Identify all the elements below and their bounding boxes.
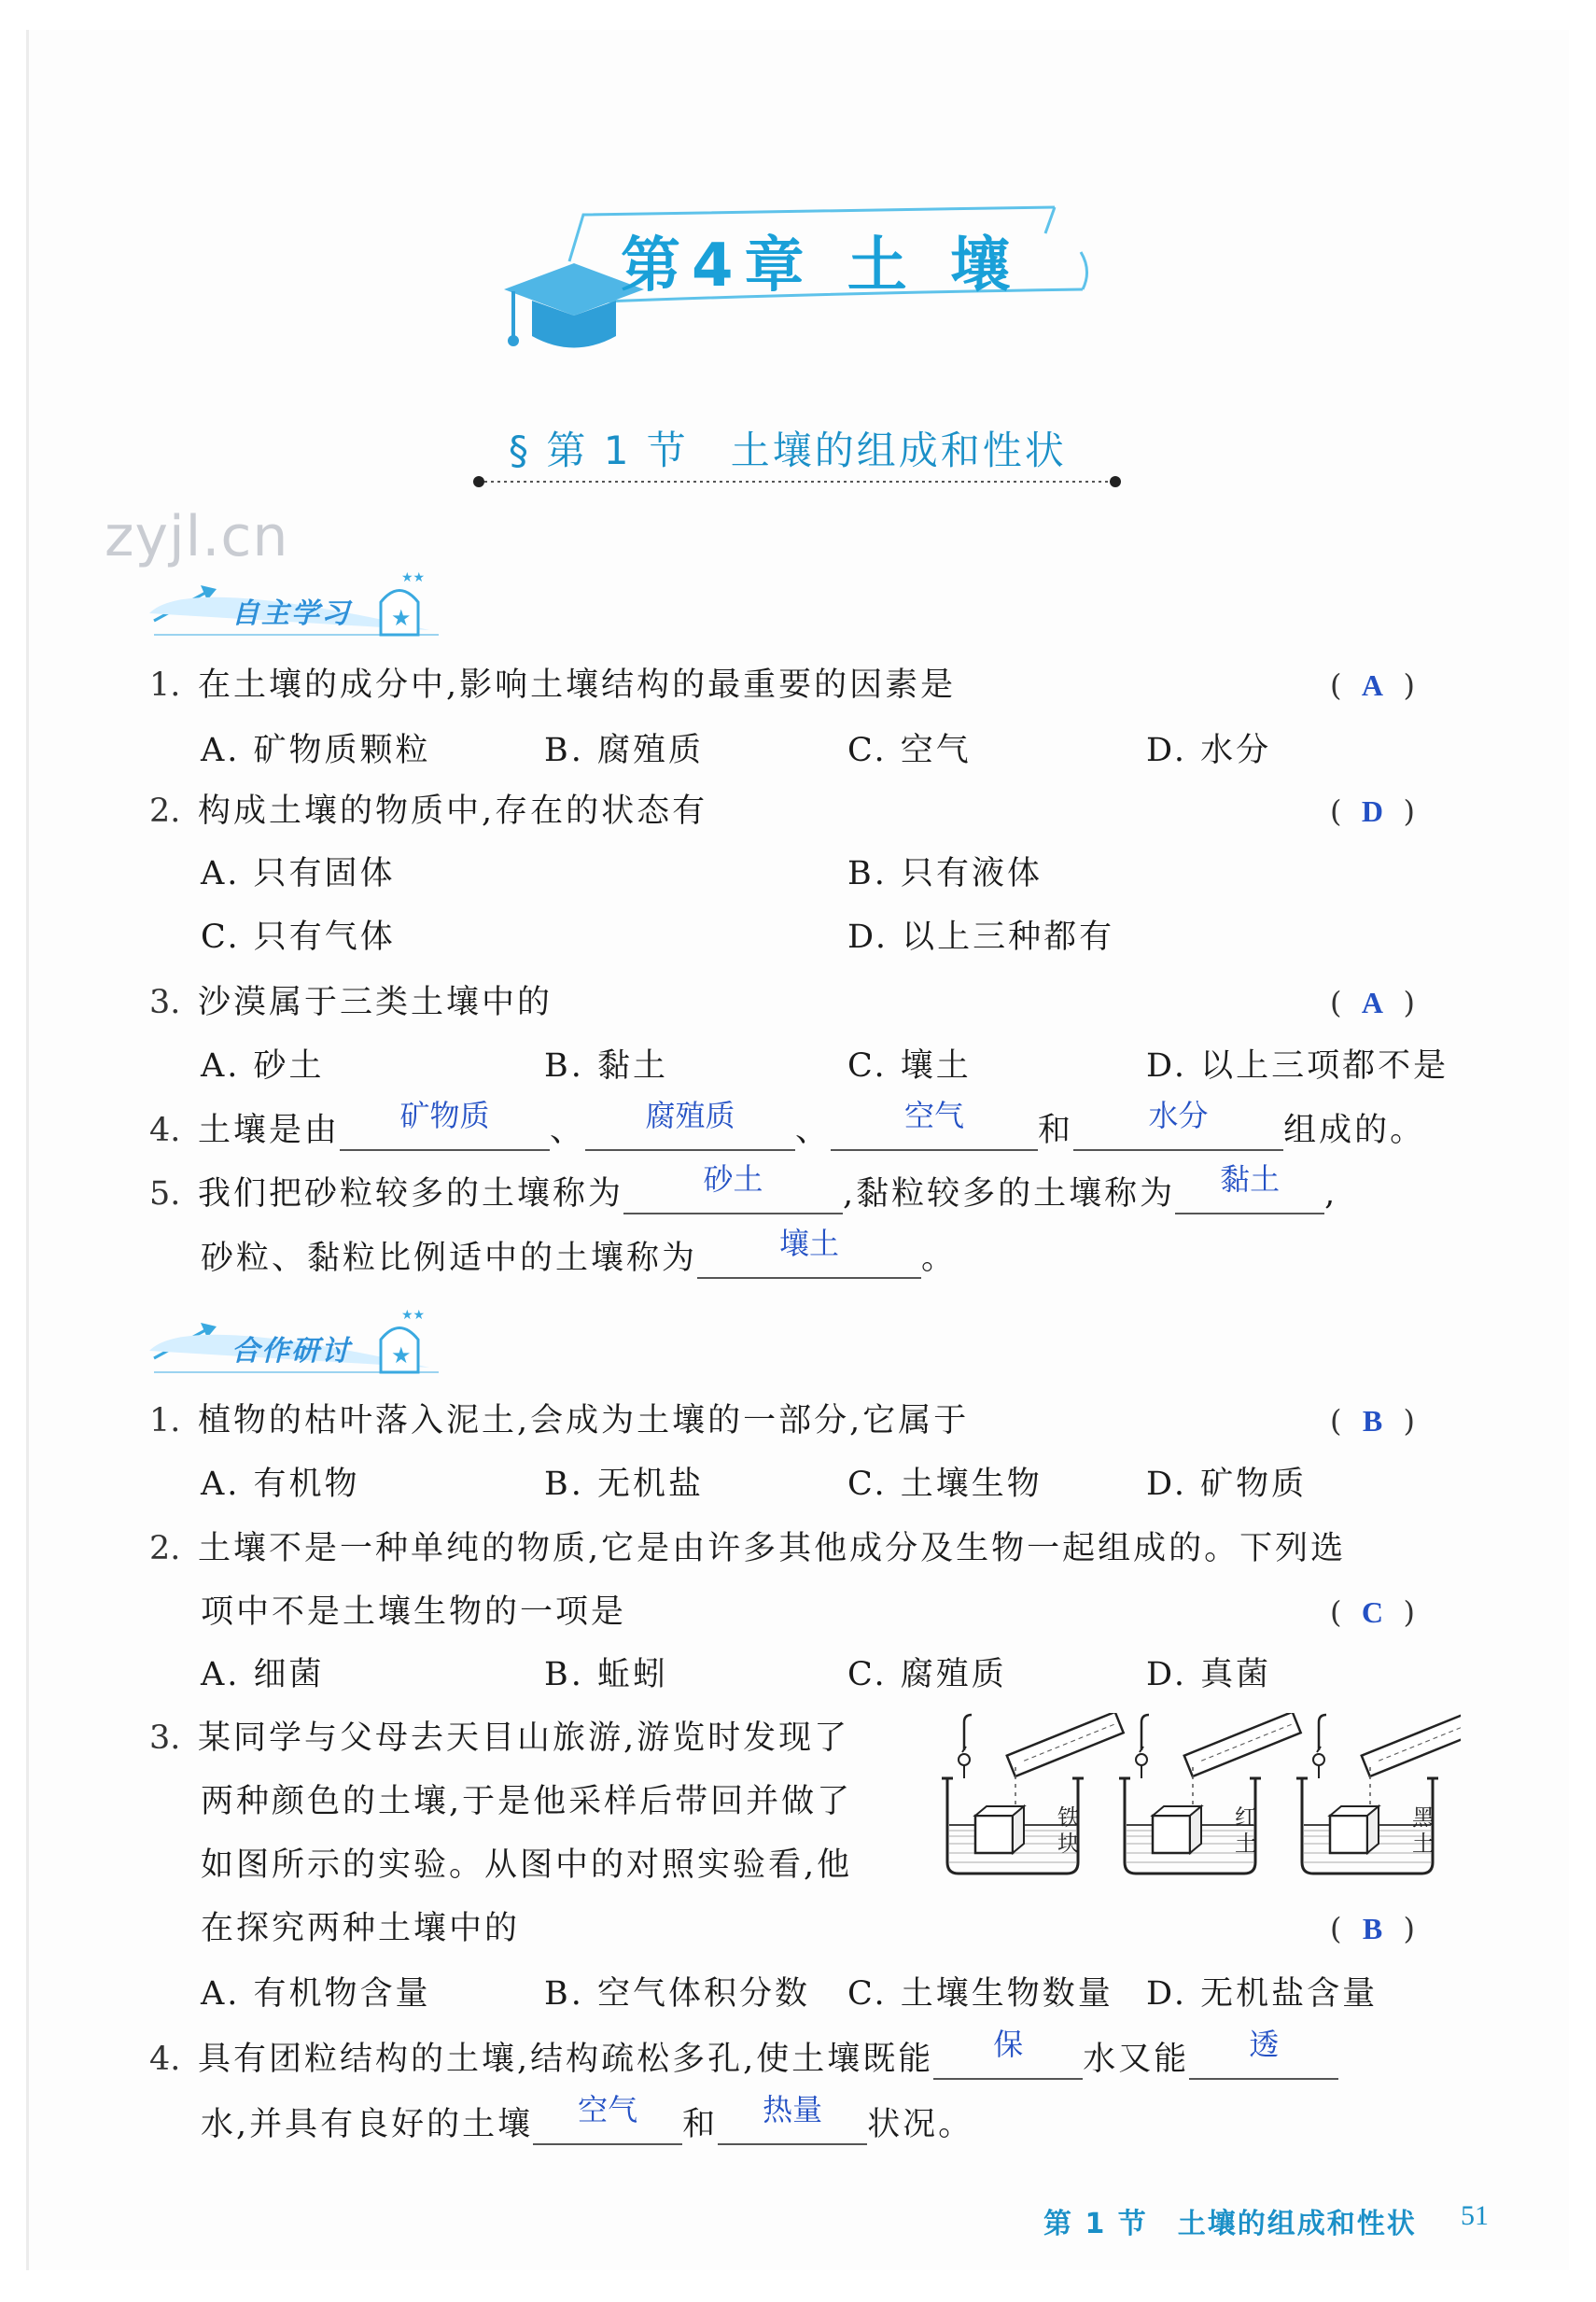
- fill-blank: 腐殖质: [585, 1108, 795, 1151]
- question-1-5-line2: 砂粒、黏粒比例适中的土壤称为 壤土 。: [201, 1226, 958, 1277]
- answer-2-1: ( B ): [1330, 1400, 1415, 1441]
- option-a: A. 有机物含量: [201, 1975, 431, 2013]
- answer-2-2: ( C ): [1330, 1592, 1415, 1633]
- question-text: 在土壤的成分中,影响土壤结构的最重要的因素是: [198, 667, 957, 704]
- option-c: C. 壤土: [847, 1047, 972, 1085]
- option-a: A. 矿物质颗粒: [201, 732, 431, 769]
- question-1-3: [149, 982, 553, 1023]
- fill-blank: 透: [1189, 2037, 1338, 2080]
- answer-letter: A: [1361, 668, 1384, 702]
- svg-text:★: ★: [391, 1342, 412, 1369]
- fill-blank: 黏土: [1175, 1172, 1324, 1214]
- watermark: zyjl.cn: [105, 504, 289, 569]
- question-number: 4.: [149, 1112, 181, 1149]
- answer-2-3: ( B ): [1330, 1908, 1415, 1949]
- question-number: 1.: [149, 667, 181, 704]
- option-d: D. 水分: [1146, 732, 1272, 769]
- option-a: A. 有机物: [201, 1466, 360, 1503]
- question-1-5: 5. 我们把砂粒较多的土壤称为 砂土 ,黏粒较多的土壤称为 黏土 ,: [149, 1161, 1338, 1213]
- option-c: C. 只有气体: [201, 919, 396, 956]
- answer-letter: A: [1361, 986, 1384, 1019]
- question-text: 某同学与父母去天目山旅游,游览时发现了: [198, 1719, 850, 1757]
- question-1-1: [149, 665, 956, 706]
- svg-text:★: ★: [391, 605, 412, 631]
- option-c: C. 土壤生物: [847, 1466, 1043, 1503]
- figure-label-red-soil: 红土: [1235, 1804, 1257, 1857]
- chapter-title: 第4章 土 壤: [621, 232, 1022, 301]
- option-b: B. 空气体积分数: [544, 1975, 810, 2013]
- question-number: 5.: [149, 1175, 181, 1213]
- question-2-3-line3: 如图所示的实验。从图中的对照实验看,他: [201, 1846, 853, 1884]
- question-2-3: [149, 1718, 849, 1759]
- question-2-1: [149, 1400, 969, 1441]
- beaker-iron-block: [942, 1713, 1124, 1874]
- option-b: B. 只有液体: [847, 855, 1043, 892]
- option-a: A. 只有固体: [201, 855, 396, 892]
- star-house-icon: [381, 570, 425, 635]
- answer-1-3: ( A ): [1330, 982, 1415, 1023]
- beaker-red-soil: [1119, 1713, 1301, 1874]
- fill-blank: 矿物质: [340, 1108, 550, 1151]
- fill-blank: 热量: [718, 2102, 867, 2145]
- option-b: B. 蚯蚓: [544, 1656, 668, 1693]
- answer-letter: C: [1361, 1595, 1384, 1629]
- question-2-4-line2: 水,并具有良好的土壤 空气 和 热量 状况。: [201, 2092, 974, 2143]
- option-c: C. 腐殖质: [847, 1656, 1007, 1693]
- page-number: 51: [1461, 2200, 1489, 2231]
- option-c: C. 空气: [847, 732, 972, 769]
- question-1-2: [149, 791, 707, 832]
- question-2-3-line4: 在探究两种土壤中的: [201, 1910, 521, 1947]
- question-text: 构成土壤的物质中,存在的状态有: [198, 793, 708, 830]
- option-d: D. 矿物质: [1146, 1466, 1308, 1503]
- question-2-4: 4. 具有团粒结构的土壤,结构疏松多孔,使土壤既能 保 水又能 透: [149, 2037, 1338, 2080]
- answer-1-1: ( A ): [1330, 665, 1415, 706]
- question-2-2: [149, 1528, 1346, 1569]
- answer-letter: B: [1362, 1404, 1383, 1438]
- question-number: 3.: [149, 984, 181, 1021]
- answer-letter: D: [1361, 794, 1384, 828]
- question-text: 土壤不是一种单纯的物质,它是由许多其他成分及生物一起组成的。下列选: [198, 1530, 1347, 1567]
- section-underline: [471, 474, 1125, 489]
- option-d: D. 真菌: [1146, 1656, 1272, 1693]
- question-text: 沙漠属于三类土壤中的: [198, 984, 553, 1021]
- figure-label-black-soil: 黑土: [1412, 1804, 1435, 1857]
- option-b: B. 黏土: [544, 1047, 668, 1085]
- answer-letter: B: [1362, 1912, 1383, 1945]
- svg-text:★★: ★★: [401, 1308, 426, 1323]
- question-number: 4.: [149, 2041, 181, 2078]
- option-d: D. 以上三项都不是: [1146, 1047, 1449, 1085]
- question-number: 2.: [149, 1530, 181, 1567]
- question-number: 1.: [149, 1402, 181, 1439]
- answer-1-2: ( D ): [1330, 791, 1415, 832]
- footer-section-title: 第 1 节 土壤的组成和性状: [1043, 2208, 1417, 2240]
- experiment-figure: [938, 1713, 1461, 1886]
- fill-blank: 水分: [1073, 1108, 1283, 1151]
- section-cooperation-label: 合作研讨: [231, 1335, 351, 1368]
- fill-blank: 砂土: [623, 1172, 843, 1214]
- fill-blank: 空气: [533, 2102, 682, 2145]
- option-a: A. 砂土: [201, 1047, 325, 1085]
- question-number: 3.: [149, 1719, 181, 1757]
- star-house-icon: [381, 1308, 425, 1372]
- question-text: 植物的枯叶落入泥土,会成为土壤的一部分,它属于: [198, 1402, 970, 1439]
- option-b: B. 无机盐: [544, 1466, 704, 1503]
- question-number: 2.: [149, 793, 181, 830]
- option-d: D. 以上三种都有: [847, 919, 1115, 956]
- option-d: D. 无机盐含量: [1146, 1975, 1379, 2013]
- option-a: A. 细菌: [201, 1656, 325, 1693]
- svg-text:★★: ★★: [401, 570, 426, 585]
- fill-blank: 空气: [831, 1108, 1038, 1151]
- question-1-4: 4. 土壤是由 矿物质 、 腐殖质 、 空气 和 水分 组成的。: [149, 1098, 1426, 1149]
- section-self-study-label: 自主学习: [231, 597, 351, 630]
- fill-blank: 壤土: [697, 1236, 921, 1279]
- option-c: C. 土壤生物数量: [847, 1975, 1113, 2013]
- question-2-3-line2: 两种颜色的土壤,于是他采样后带回并做了: [201, 1783, 853, 1820]
- section-title: § 第 1 节 土壤的组成和性状: [509, 428, 1067, 473]
- question-2-2-line2: 项中不是土壤生物的一项是: [201, 1593, 627, 1631]
- figure-label-iron: 铁块: [1057, 1804, 1080, 1857]
- option-b: B. 腐殖质: [544, 732, 704, 769]
- fill-blank: 保: [933, 2037, 1083, 2080]
